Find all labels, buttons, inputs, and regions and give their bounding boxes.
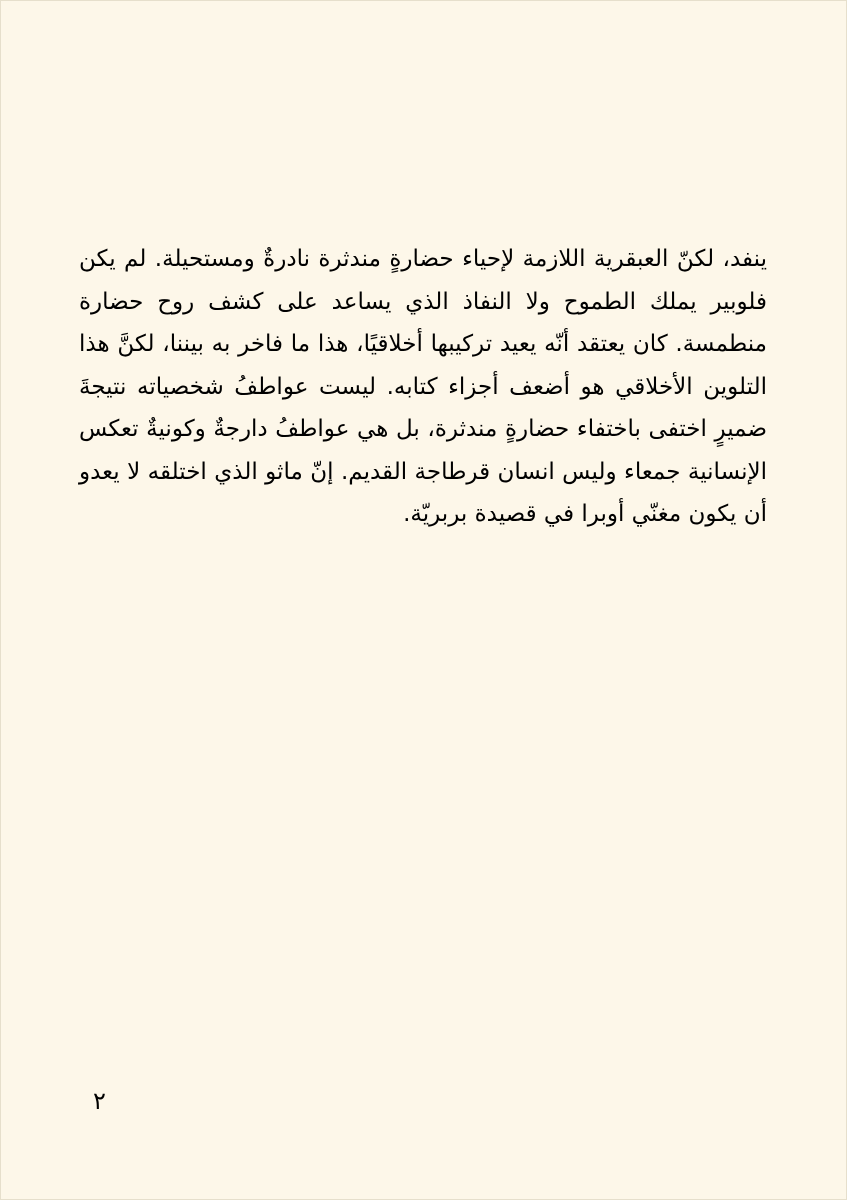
body-paragraph: ينفد، لكنّ العبقرية اللازمة لإحياء حضارةٍ مندثرة نادرةٌ ومستحيلة. لم يكن فلوبير يملك الطموح ولا النفاذ الذي يساعد على كشف روح حضارة منطمسة. كان يعتقد أنّه يعيد تركيبها أخلاقيًا، هذا ما فاخر به بيننا، لكنَّ هذا التلوين الأخلاقي هو أضعف أجزاء كتابه. ليست عواطفُ شخصياته نتيجةَ ضميرٍ اختفى باختفاء حضارةٍ مندثرة، بل هي عواطفُ دارجةٌ وكونيةٌ تعكس الإنسانية جمعاء وليس انسان قرطاجة القديم. إنّ ماثو الذي اختلقه لا يعدو أن يكون مغنّي أوبرا في قصيدة بربريّة.	[79, 246, 767, 527]
page-number: ٢	[93, 1087, 106, 1115]
